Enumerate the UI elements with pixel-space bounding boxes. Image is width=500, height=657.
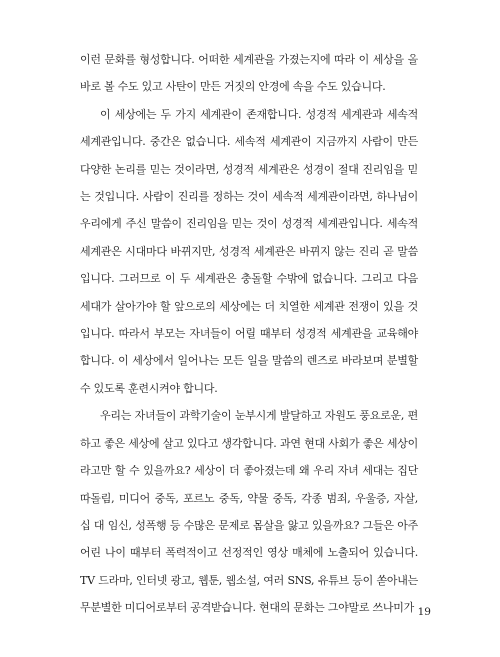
page-number: 19	[417, 606, 431, 618]
paragraph-3: 우리는 자녀들이 과학기술이 눈부시게 발달하고 자원도 풍요로운, 편하고 좋은 세상에 살고 있다고 생각합니다. 과연 현대 사회가 좋은 세상이라고만 할 수 있을까요? 세상이 더 좋아졌는데 왜 우리 자녀 세대는 집단 따돌림, 미디어 중독, 포르노 중독, 약물 중독, 각종 범죄, 우울증, 자살, 십 대 임신, 성폭행 등 수많은 문제로 몸살을 앓고 있을까요? 그들은 아주 어린 나이 때부터 폭력적이고 선정적인 영상 매체에 노출되어 있습니다. TV 드라마, 인터넷 광고, 웹툰, 웹소설, 여러 SNS, 유튜브 등이 쏟아내는 무분별한 미디어로부터 공격받습니다. 현대의 문화는 그야말로 쓰나미가	[80, 409, 418, 615]
body-text	[80, 46, 418, 622]
paragraph-1: 이런 문화를 형성합니다. 어떠한 세계관을 가졌는지에 따라 이 세상을 올바로 볼 수도 있고 사탄이 만든 거짓의 안경에 속을 수도 있습니다.	[80, 53, 418, 94]
paragraph-2: 이 세상에는 두 가지 세계관이 존재합니다. 성경적 세계관과 세속적 세계관입니다. 중간은 없습니다. 세속적 세계관이 지금까지 사람이 만든 다양한 논리를 믿는 것이라면, 성경적 세계관은 성경이 절대 진리임을 믿는 것입니다. 사람이 진리를 정하는 것이 세속적 세계관이라면, 하나님이 우리에게 주신 말씀이 진리임을 믿는 것이 성경적 세계관입니다. 세속적 세계관은 시대마다 바뀌지만, 성경적 세계관은 바뀌지 않는 진리 곧 말씀입니다. 그러므로 이 두 세계관은 충돌할 수밖에 없습니다. 그리고 다음 세대가 살아가야 할 앞으로의 세상에는 더 치열한 세계관 전쟁이 있을 것입니다. 따라서 부모는 자녀들이 어릴 때부터 성경적 세계관을 교육해야 합니다. 이 세상에서 일어나는 모든 일을 말씀의 렌즈로 바라보며 분별할 수 있도록 훈련시켜야 합니다.	[80, 107, 418, 395]
